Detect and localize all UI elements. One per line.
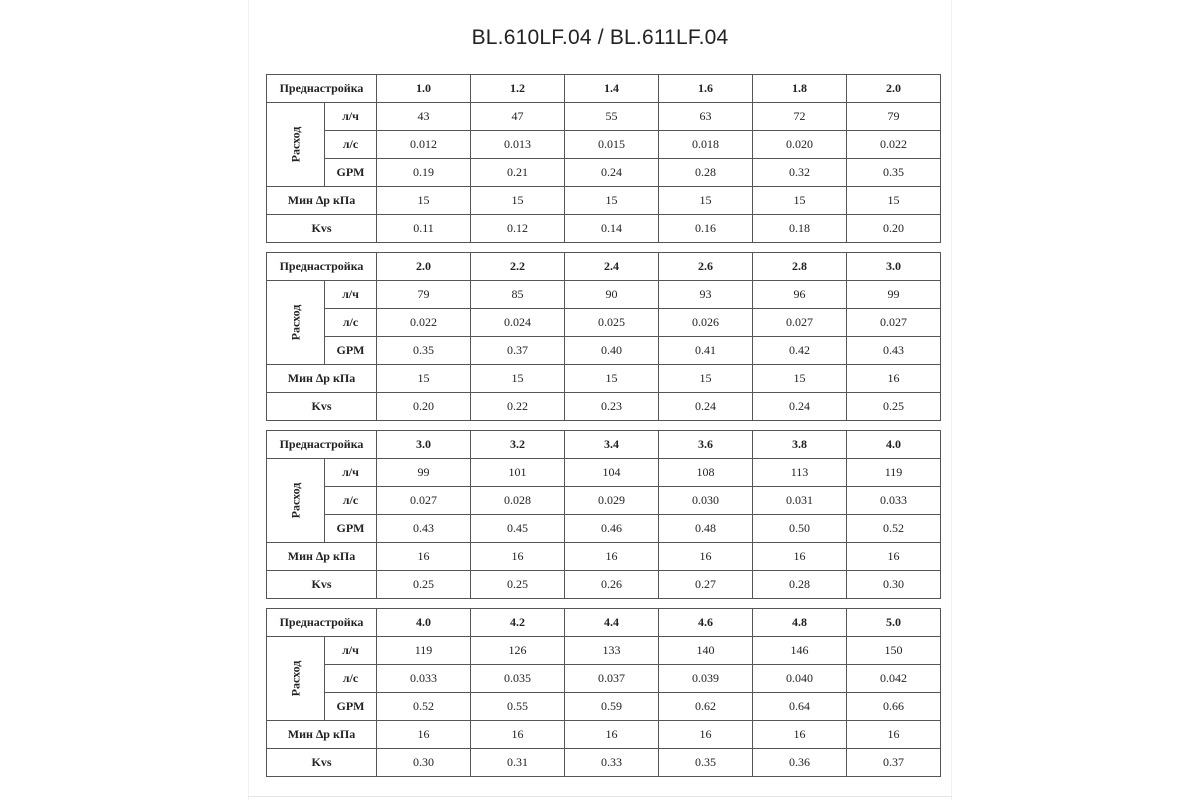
table-row-presetting [267,253,941,281]
flow-gpm-unit: GPM [325,693,377,721]
flow-ls-unit: л/с [325,309,377,337]
min-dp-value: 15 [377,365,471,393]
min-dp-value: 15 [471,365,565,393]
preset-value: 3.4 [565,431,659,459]
flow-ls-value: 0.012 [377,131,471,159]
flow-ls-unit: л/с [325,131,377,159]
flow-gpm-value: 0.43 [377,515,471,543]
min-dp-value: 16 [753,543,847,571]
flow-lh-unit: л/ч [325,281,377,309]
min-dp-value: 15 [659,365,753,393]
flow-ls-value: 0.024 [471,309,565,337]
preset-value: 5.0 [847,609,941,637]
kvs-value: 0.20 [377,393,471,421]
min-dp-value: 16 [565,721,659,749]
preset-value: 4.4 [565,609,659,637]
table-row-kvs [267,393,941,421]
flow-lh-value: 99 [377,459,471,487]
min-dp-value: 16 [847,365,941,393]
flow-gpm-value: 0.64 [753,693,847,721]
flow-gpm-value: 0.59 [565,693,659,721]
table-row-flow-lh [267,103,941,131]
flow-ls-value: 0.039 [659,665,753,693]
flow-gpm-value: 0.32 [753,159,847,187]
table-row-flow-lh [267,459,941,487]
table-row-min-dp [267,365,941,393]
flow-lh-value: 133 [565,637,659,665]
min-dp-label: Мин ∆р кПа [267,187,377,215]
preset-value: 4.8 [753,609,847,637]
flow-table-3 [266,430,941,599]
flow-table-4 [266,608,941,777]
flow-ls-value: 0.035 [471,665,565,693]
flow-lh-value: 47 [471,103,565,131]
table-row-flow-gpm [267,159,941,187]
table-row-flow-ls [267,487,941,515]
flow-lh-value: 43 [377,103,471,131]
flow-ls-value: 0.018 [659,131,753,159]
kvs-value: 0.30 [847,571,941,599]
min-dp-value: 16 [565,543,659,571]
min-dp-label: Мин ∆р кПа [267,543,377,571]
flow-gpm-value: 0.66 [847,693,941,721]
table-row-min-dp [267,543,941,571]
flow-ls-unit: л/с [325,487,377,515]
table-row-kvs [267,749,941,777]
kvs-value: 0.25 [471,571,565,599]
kvs-value: 0.20 [847,215,941,243]
min-dp-value: 16 [377,543,471,571]
kvs-value: 0.23 [565,393,659,421]
min-dp-value: 16 [659,721,753,749]
kvs-value: 0.33 [565,749,659,777]
min-dp-value: 15 [753,365,847,393]
flow-ls-value: 0.030 [659,487,753,515]
flow-lh-value: 119 [377,637,471,665]
kvs-value: 0.31 [471,749,565,777]
flow-ls-value: 0.033 [377,665,471,693]
flow-ls-value: 0.022 [377,309,471,337]
flow-gpm-value: 0.35 [377,337,471,365]
min-dp-value: 15 [565,365,659,393]
table-row-min-dp [267,187,941,215]
flow-gpm-value: 0.21 [471,159,565,187]
flow-gpm-value: 0.28 [659,159,753,187]
min-dp-value: 15 [471,187,565,215]
table-row-presetting [267,609,941,637]
flow-lh-value: 101 [471,459,565,487]
kvs-value: 0.24 [659,393,753,421]
table-row-flow-gpm [267,693,941,721]
flow-lh-value: 85 [471,281,565,309]
flow-gpm-value: 0.55 [471,693,565,721]
flow-label: Расход [287,126,302,163]
min-dp-value: 16 [471,721,565,749]
kvs-value: 0.30 [377,749,471,777]
min-dp-label: Мин ∆р кПа [267,721,377,749]
min-dp-value: 15 [847,187,941,215]
flow-gpm-value: 0.52 [377,693,471,721]
kvs-value: 0.16 [659,215,753,243]
preset-value: 2.0 [377,253,471,281]
table-row-presetting [267,75,941,103]
min-dp-value: 16 [753,721,847,749]
preset-value: 1.0 [377,75,471,103]
preset-value: 2.6 [659,253,753,281]
page-title: BL.610LF.04 / BL.611LF.04 [471,26,729,49]
flow-lh-value: 146 [753,637,847,665]
table-row-kvs [267,571,941,599]
flow-ls-value: 0.031 [753,487,847,515]
table-row-flow-lh [267,281,941,309]
flow-gpm-value: 0.42 [753,337,847,365]
flow-lh-value: 90 [565,281,659,309]
flow-lh-unit: л/ч [325,103,377,131]
preset-value: 4.6 [659,609,753,637]
flow-ls-value: 0.042 [847,665,941,693]
flow-lh-value: 93 [659,281,753,309]
flow-lh-value: 104 [565,459,659,487]
flow-lh-unit: л/ч [325,637,377,665]
preset-value: 1.4 [565,75,659,103]
flow-ls-unit: л/с [325,665,377,693]
flow-gpm-value: 0.37 [471,337,565,365]
preset-value: 3.0 [377,431,471,459]
flow-ls-value: 0.033 [847,487,941,515]
flow-gpm-unit: GPM [325,159,377,187]
flow-ls-value: 0.028 [471,487,565,515]
min-dp-value: 16 [377,721,471,749]
table-row-kvs [267,215,941,243]
flow-gpm-unit: GPM [325,337,377,365]
flow-gpm-value: 0.52 [847,515,941,543]
table-row-flow-gpm [267,337,941,365]
flow-ls-value: 0.015 [565,131,659,159]
flow-ls-value: 0.040 [753,665,847,693]
flow-gpm-value: 0.43 [847,337,941,365]
flow-lh-value: 72 [753,103,847,131]
min-dp-value: 15 [753,187,847,215]
kvs-value: 0.26 [565,571,659,599]
flow-lh-value: 150 [847,637,941,665]
kvs-value: 0.25 [377,571,471,599]
preset-value: 4.0 [847,431,941,459]
flow-lh-value: 55 [565,103,659,131]
flow-table-1 [266,74,941,243]
preset-value: 1.6 [659,75,753,103]
min-dp-value: 15 [565,187,659,215]
flow-label: Расход [287,482,302,519]
flow-label: Расход [287,304,302,341]
min-dp-label: Мин ∆р кПа [267,365,377,393]
preset-value: 2.2 [471,253,565,281]
preset-value: 3.6 [659,431,753,459]
flow-ls-value: 0.020 [753,131,847,159]
preset-value: 3.8 [753,431,847,459]
kvs-value: 0.11 [377,215,471,243]
kvs-value: 0.14 [565,215,659,243]
preset-value: 2.4 [565,253,659,281]
kvs-value: 0.24 [753,393,847,421]
flow-gpm-value: 0.40 [565,337,659,365]
flow-ls-value: 0.027 [377,487,471,515]
preset-value: 4.2 [471,609,565,637]
kvs-value: 0.22 [471,393,565,421]
kvs-label: Kvs [267,393,377,421]
flow-ls-value: 0.027 [753,309,847,337]
presetting-label: Преднастройка [267,431,377,459]
flow-lh-value: 96 [753,281,847,309]
flow-lh-value: 99 [847,281,941,309]
page-bottom-divider [248,796,952,797]
flow-gpm-unit: GPM [325,515,377,543]
kvs-value: 0.35 [659,749,753,777]
min-dp-value: 16 [847,543,941,571]
min-dp-value: 16 [847,721,941,749]
kvs-value: 0.12 [471,215,565,243]
kvs-value: 0.28 [753,571,847,599]
flow-ls-value: 0.025 [565,309,659,337]
presetting-label: Преднастройка [267,75,377,103]
flow-lh-value: 119 [847,459,941,487]
table-row-flow-ls [267,309,941,337]
page-edge-right [951,0,952,800]
table-row-flow-ls [267,131,941,159]
flow-lh-value: 63 [659,103,753,131]
table-row-flow-lh [267,637,941,665]
flow-label-cell [267,637,325,721]
table-row-presetting [267,431,941,459]
flow-gpm-value: 0.24 [565,159,659,187]
flow-lh-value: 79 [847,103,941,131]
flow-gpm-value: 0.62 [659,693,753,721]
flow-label-cell [267,281,325,365]
preset-value: 1.2 [471,75,565,103]
flow-lh-value: 113 [753,459,847,487]
flow-ls-value: 0.026 [659,309,753,337]
preset-value: 3.2 [471,431,565,459]
preset-value: 3.0 [847,253,941,281]
kvs-value: 0.37 [847,749,941,777]
flow-gpm-value: 0.41 [659,337,753,365]
flow-table-2 [266,252,941,421]
min-dp-value: 16 [471,543,565,571]
preset-value: 2.0 [847,75,941,103]
min-dp-value: 15 [377,187,471,215]
presetting-label: Преднастройка [267,609,377,637]
kvs-label: Kvs [267,749,377,777]
flow-gpm-value: 0.35 [847,159,941,187]
kvs-label: Kvs [267,571,377,599]
kvs-label: Kvs [267,215,377,243]
table-row-min-dp [267,721,941,749]
table-row-flow-ls [267,665,941,693]
flow-lh-value: 140 [659,637,753,665]
flow-lh-unit: л/ч [325,459,377,487]
preset-value: 4.0 [377,609,471,637]
min-dp-value: 16 [659,543,753,571]
table-row-flow-gpm [267,515,941,543]
kvs-value: 0.25 [847,393,941,421]
flow-ls-value: 0.029 [565,487,659,515]
flow-ls-value: 0.022 [847,131,941,159]
flow-lh-value: 79 [377,281,471,309]
kvs-value: 0.36 [753,749,847,777]
flow-ls-value: 0.037 [565,665,659,693]
flow-lh-value: 126 [471,637,565,665]
kvs-value: 0.18 [753,215,847,243]
preset-value: 2.8 [753,253,847,281]
flow-gpm-value: 0.19 [377,159,471,187]
flow-gpm-value: 0.45 [471,515,565,543]
flow-label: Расход [287,660,302,697]
flow-gpm-value: 0.46 [565,515,659,543]
kvs-value: 0.27 [659,571,753,599]
min-dp-value: 15 [659,187,753,215]
page-edge-left [248,0,249,800]
flow-ls-value: 0.027 [847,309,941,337]
flow-lh-value: 108 [659,459,753,487]
flow-gpm-value: 0.50 [753,515,847,543]
presetting-label: Преднастройка [267,253,377,281]
flow-label-cell [267,103,325,187]
flow-ls-value: 0.013 [471,131,565,159]
flow-label-cell [267,459,325,543]
preset-value: 1.8 [753,75,847,103]
flow-gpm-value: 0.48 [659,515,753,543]
